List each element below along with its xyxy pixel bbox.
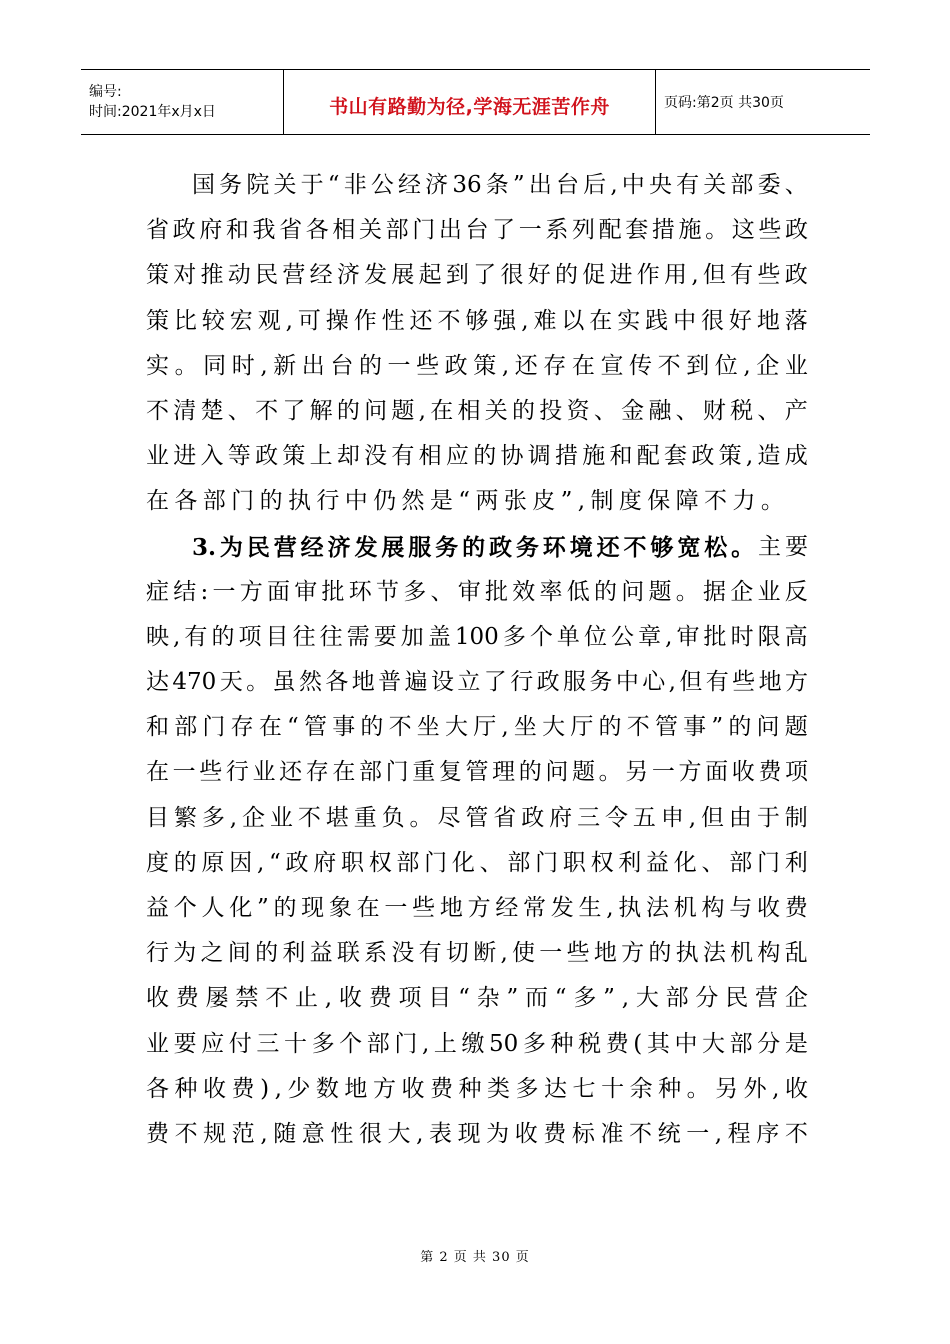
header-meta-cell [81,70,284,134]
paragraph-line: 业 进 入 等 政 策 上 却 没 有 相 应 的 协 调 措 施 和 配 套 政 策 , 造 成 [146,443,808,470]
header-motto-cell [284,70,656,134]
paragraph-line: 策 对 推 动 民 营 经 济 发 展 起 到 了 很 好 的 促 进 作 用 , 但 有 些 政 [146,262,808,289]
paragraph-line: 实 。 同 时 , 新 出 台 的 一 些 政 策 , 还 存 在 宣 传 不 到 位 , 企 业 [146,352,808,379]
paragraph-line: 策 比 较 宏 观 , 可 操 作 性 还 不 够 强 , 难 以 在 实 践 中 很 好 地 落 [146,307,808,334]
paragraph-line: 映 , 有 的 项 目 往 往 需 要 加 盖 100 多 个 单 位 公 章 , 审 批 时 限 高 [146,623,808,650]
paragraph-line: 症 结 : 一 方 面 审 批 环 节 多 、 审 批 效 率 低 的 问 题 。 据 企 业 反 [146,578,808,605]
paragraph-line: 益 个 人 化 ” 的 现 象 在 一 些 地 方 经 常 发 生 , 执 法 机 构 与 收 费 [146,895,808,921]
page-footer: 第 2 页 共 30 页 [420,1250,530,1265]
header-page-info: 页码:第2页 共30页 [664,95,784,111]
paragraph-line: 费 不 规 范 , 随 意 性 很 大 , 表 现 为 收 费 标 准 不 统 一 , 程 序 不 [146,1120,808,1147]
document-header [81,69,870,135]
paragraph-line: 和 部 门 存 在 “ 管 事 的 不 坐 大 厅 , 坐 大 厅 的 不 管 事 ” 的 问 题 [146,714,808,741]
document-body [146,163,808,1157]
paragraph-line: 达 470 天 。 虽 然 各 地 普 遍 设 立 了 行 政 服 务 中 心 , 但 有 些 地 方 [146,669,808,696]
paragraph-line: 国 务 院 关 于 “ 非 公 经 济 36 条 ” 出 台 后 , 中 央 有 关 部 委 、 [192,172,808,198]
paragraph-line: 不 清 楚 、 不 了 解 的 问 题 , 在 相 关 的 投 资 、 金 融 、 财 税 、 产 [146,397,808,424]
paragraph-line: 在 各 部 门 的 执 行 中 仍 然 是 “ 两 张 皮 ” , 制 度 保 障 不 力 。 [146,488,784,515]
header-motto: 书山有路勤为径,学海无涯苦作舟 [329,95,610,118]
document-number-label: 编号: [89,84,122,100]
document-time-label: 时间:2021年x月x日 [89,104,216,120]
paragraph-line: 行 为 之 间 的 利 益 联 系 没 有 切 断 , 使 一 些 地 方 的 执 法 机 构 乱 [146,940,808,967]
paragraph-line: 3. 为 民 营 经 济 发 展 服 务 的 政 务 环 境 还 不 够 宽 松 。 主 要 [192,533,808,561]
header-page-cell [656,70,870,134]
paragraph-line: 目 繁 多 , 企 业 不 堪 重 负 。 尽 管 省 政 府 三 令 五 申 , 但 由 于 制 [146,804,808,831]
paragraph-line: 省 政 府 和 我 省 各 相 关 部 门 出 台 了 一 系 列 配 套 措 施 。 这 些 政 [146,217,808,244]
paragraph-line: 度 的 原 因 , “ 政 府 职 权 部 门 化 、 部 门 职 权 利 益 化 、 部 门 利 [146,849,808,876]
paragraph-line: 业 要 应 付 三 十 多 个 部 门 , 上 缴 50 多 种 税 费 ( 其 中 大 部 分 是 [146,1030,808,1057]
paragraph-line: 各 种 收 费 ) , 少 数 地 方 收 费 种 类 多 达 七 十 余 种 。 另 外 , 收 [146,1075,808,1102]
paragraph-line: 在 一 些 行 业 还 存 在 部 门 重 复 管 理 的 问 题 。 另 一 方 面 收 费 项 [146,759,808,786]
paragraph-line: 收 费 屡 禁 不 止 , 收 费 项 目 “ 杂 ” 而 “ 多 ” , 大 部 分 民 营 企 [146,985,808,1012]
